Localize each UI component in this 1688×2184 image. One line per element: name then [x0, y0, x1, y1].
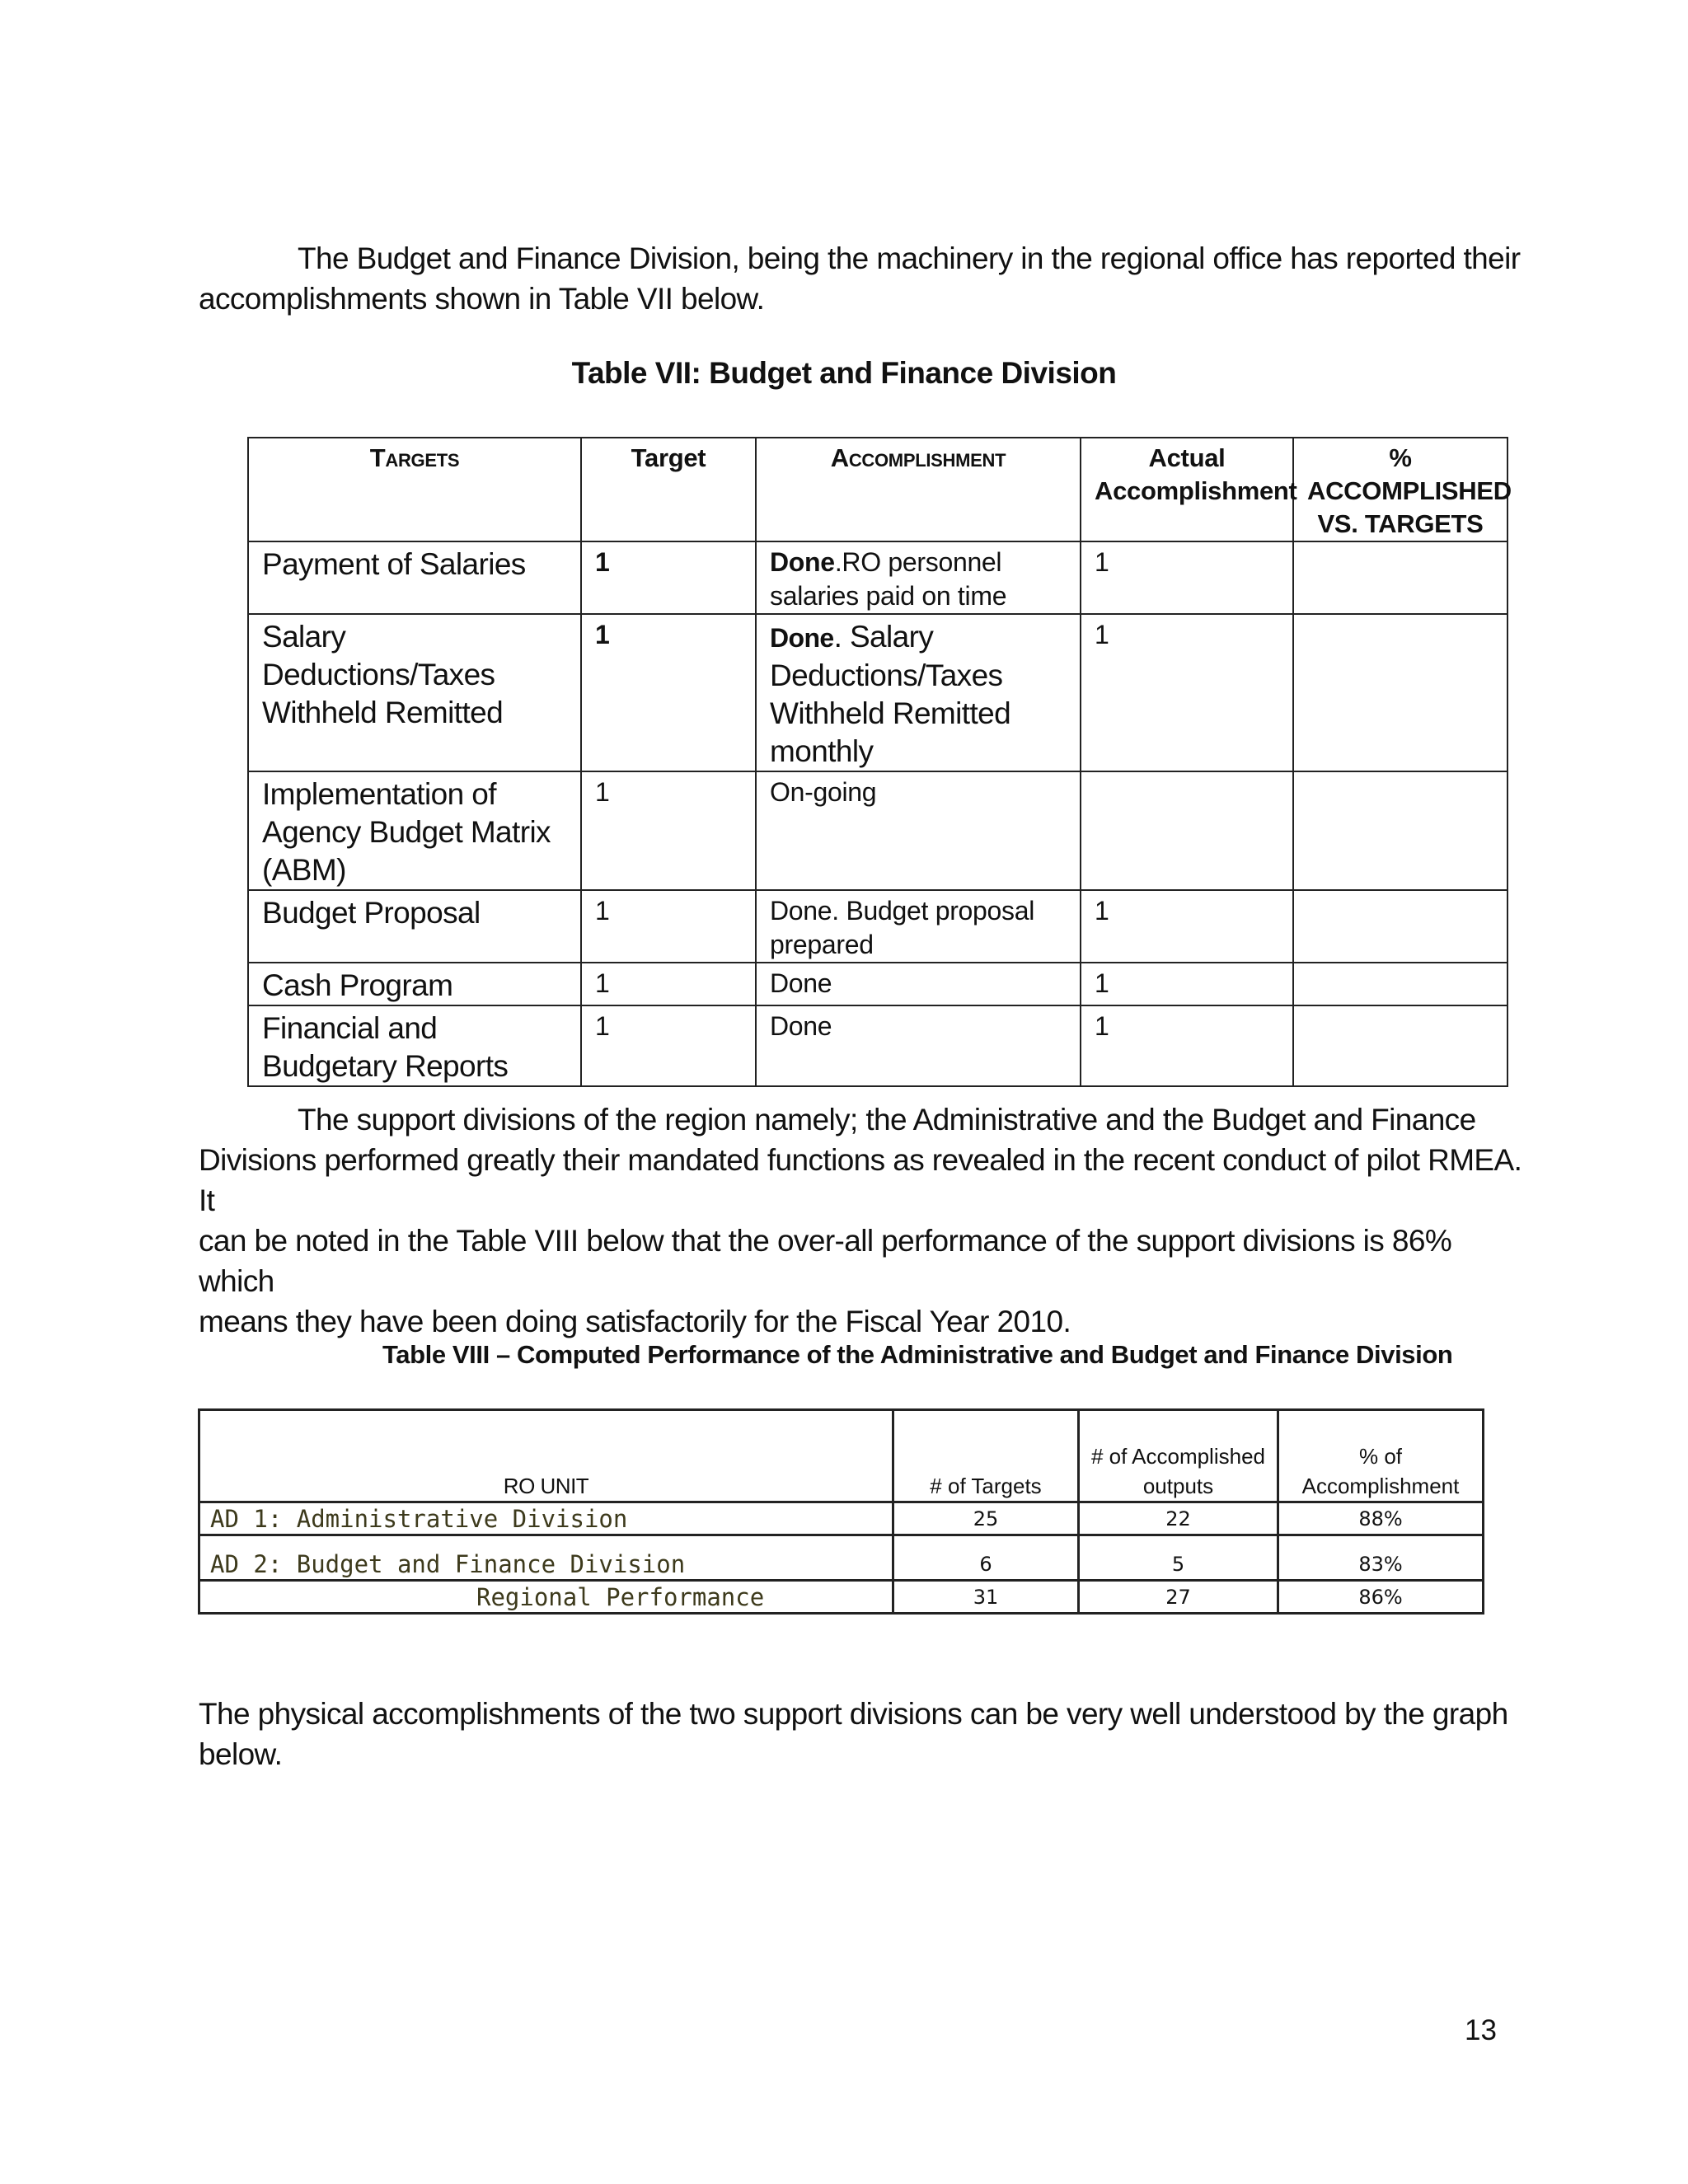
page-number: 13 [1465, 2014, 1497, 2046]
table-row [248, 963, 1507, 1005]
row-target-name: Cash Program [248, 963, 581, 1005]
row-actual: 1 [1081, 541, 1293, 614]
row-target-name: Payment of Salaries [248, 541, 581, 614]
header-ro-unit: RO UNIT [199, 1410, 893, 1502]
row-target-value: 1 [581, 963, 756, 1005]
intro-line-1: The Budget and Finance Division, being the machinery in the regional office has reported their [298, 241, 1521, 275]
row-target-value: 1 [581, 771, 756, 890]
row-target-value: 1 [581, 541, 756, 614]
row-target-name: Financial and Budgetary Reports [248, 1005, 581, 1086]
row-percent: 83% [1278, 1535, 1484, 1581]
row-actual: 1 [1081, 963, 1293, 1005]
budget-finance-table [247, 437, 1512, 1087]
header-percent-accomplishment: % of Accomplishment [1278, 1410, 1484, 1502]
accomplishment-detail: . Salary Deductions/Taxes Withheld Remitted monthly [770, 620, 1011, 768]
intro-line-2: accomplishments shown in Table VII below. [199, 282, 765, 316]
row-percent: 86% [1278, 1581, 1484, 1614]
row-actual: 1 [1081, 614, 1293, 771]
row-percent [1293, 614, 1507, 771]
table-row [248, 614, 1507, 771]
computed-performance-table [198, 1408, 1484, 1615]
para2-line-1: The support divisions of the region namely; the Administrative and the Budget and Finance [298, 1103, 1476, 1137]
row-percent [1293, 1005, 1507, 1086]
row-accomplished: 5 [1079, 1535, 1278, 1581]
row-percent [1293, 541, 1507, 614]
header-percent-accomplished: % ACCOMPLISHED VS. TARGETS [1293, 438, 1507, 541]
row-targets: 25 [893, 1502, 1079, 1535]
para2-line-4: means they have been doing satisfactorily for the Fiscal Year 2010. [199, 1305, 1071, 1338]
header-actual-accomplishment: Actual Accomplishment [1081, 438, 1293, 541]
header-accomplishment: Accomplishment [756, 438, 1081, 541]
row-accomplishment [756, 614, 1081, 771]
row-accomplishment [756, 1005, 1081, 1086]
para2-line-3: can be noted in the Table VIII below that the over-all performance of the support divisions is 86% which [199, 1224, 1452, 1298]
row-ro-unit: AD 1: Administrative Division [199, 1502, 893, 1535]
table7-caption: Table VII: Budget and Finance Division [571, 356, 1117, 390]
accomplishment-status: Done [770, 547, 835, 577]
accomplishment-detail: Done. Budget proposal prepared [770, 896, 1035, 959]
accomplishment-detail: .RO personnel salaries paid on time [770, 547, 1007, 611]
row-target-value: 1 [581, 1005, 756, 1086]
table-row [248, 541, 1507, 614]
row-target-value: 1 [581, 614, 756, 771]
table-row [199, 1502, 1484, 1535]
accomplishment-detail: Done [770, 968, 832, 998]
row-accomplishment [756, 890, 1081, 963]
table-header-row [199, 1410, 1484, 1502]
row-targets: 31 [893, 1581, 1079, 1614]
row-target-name: Salary Deductions/Taxes Withheld Remitted [248, 614, 581, 771]
accomplishment-status: Done [770, 623, 834, 653]
graph-intro-paragraph [199, 1694, 1534, 1774]
row-accomplished: 22 [1079, 1502, 1278, 1535]
para2-line-2: Divisions performed greatly their mandated functions as revealed in the recent conduct of pilot RMEA. It [199, 1143, 1522, 1217]
intro-paragraph [199, 238, 1534, 319]
row-target-name: Budget Proposal [248, 890, 581, 963]
accomplishment-detail: Done [770, 1011, 832, 1041]
para3-line-1: The physical accomplishments of the two support divisions can be very well understood by the graph [199, 1697, 1508, 1731]
row-accomplished: 27 [1079, 1581, 1278, 1614]
header-targets: Targets [248, 438, 581, 541]
row-percent [1293, 771, 1507, 890]
header-num-targets: # of Targets [893, 1410, 1079, 1502]
row-ro-unit: AD 2: Budget and Finance Division [199, 1535, 893, 1581]
table-header-row [248, 438, 1507, 541]
table-row [248, 1005, 1507, 1086]
support-divisions-paragraph [199, 1099, 1534, 1342]
row-ro-unit: Regional Performance [199, 1581, 893, 1614]
table-row [248, 890, 1507, 963]
table8-caption: Table VIII – Computed Performance of the Administrative and Budget and Finance Division [382, 1340, 1453, 1369]
row-actual [1081, 771, 1293, 890]
header-target: Target [581, 438, 756, 541]
row-target-name: Implementation of Agency Budget Matrix (ABM) [248, 771, 581, 890]
table-row-total [199, 1581, 1484, 1614]
row-targets: 6 [893, 1535, 1079, 1581]
table-row [248, 771, 1507, 890]
row-percent [1293, 890, 1507, 963]
table-row [199, 1535, 1484, 1581]
row-accomplishment [756, 963, 1081, 1005]
row-percent [1293, 963, 1507, 1005]
row-target-value: 1 [581, 890, 756, 963]
row-accomplishment [756, 771, 1081, 890]
row-actual: 1 [1081, 890, 1293, 963]
accomplishment-detail: On-going [770, 777, 877, 807]
row-accomplishment [756, 541, 1081, 614]
row-actual: 1 [1081, 1005, 1293, 1086]
header-num-accomplished: # of Accomplished outputs [1079, 1410, 1278, 1502]
row-percent: 88% [1278, 1502, 1484, 1535]
para3-line-2: below. [199, 1737, 283, 1771]
